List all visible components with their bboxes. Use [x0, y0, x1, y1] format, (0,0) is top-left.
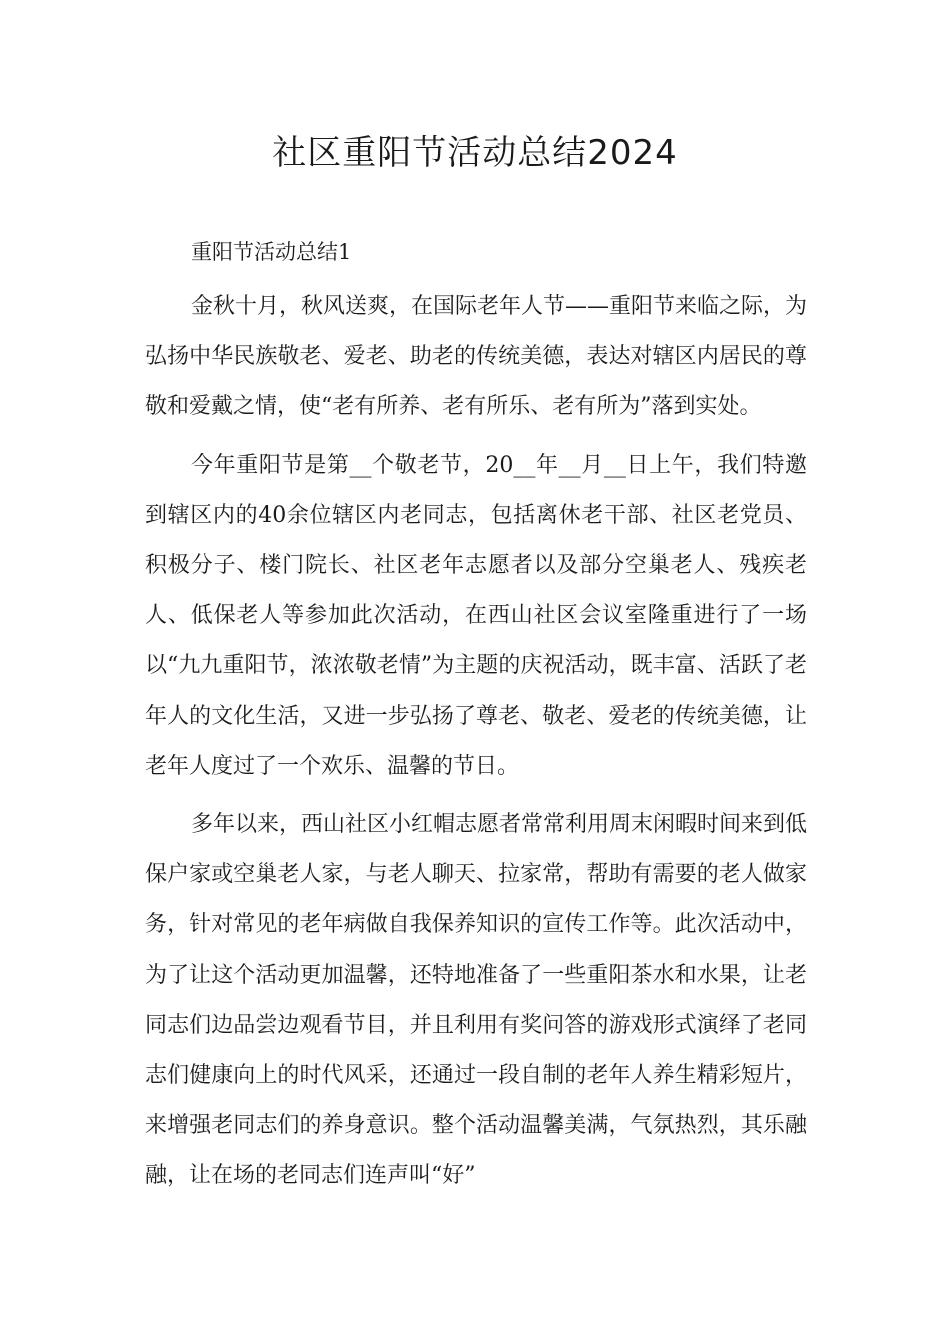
paragraph-2: 今年重阳节是第__个敬老节，20__年__月__日上午，我们特邀到辖区内的40余位辖区内老同志，包括离休老干部、社区老党员、积极分子、楼门院长、社区老年志愿者以及部分空巢老人、残疾老人、低保老人等参加此次活动，在西山社区会议室隆重进行了一场以“九九重阳节，浓浓敬老情”为主题的庆祝活动，既丰富、活跃了老年人的文化生活，又进一步弘扬了尊老、敬老、爱老的传统美德，让老年人度过了一个欢乐、温馨的节日。 — [145, 452, 807, 779]
section-subtitle: 重阳节活动总结1 — [191, 240, 352, 264]
document-title: 社区重阳节活动总结2024 — [272, 133, 678, 173]
paragraph-1: 金秋十月，秋风送爽，在国际老年人节——重阳节来临之际，为弘扬中华民族敬老、爱老、助老的传统美德，表达对辖区内居民的尊敬和爱戴之情，使“老有所养、老有所乐、老有所为”落到实处。 — [145, 294, 808, 420]
paragraph-3: 多年以来，西山社区小红帽志愿者常常利用周末闲暇时间来到低保户家或空巢老人家，与老人聊天、拉家常，帮助有需要的老人做家务，针对常见的老年病做自我保养知识的宣传工作等。此次活动中，为了让这个活动更加温馨，还特地准备了一些重阳茶水和水果，让老同志们边品尝边观看节目，并且利用有奖问答的游戏形式演绎了老同志们健康向上的时代风采，还通过一段自制的老年人养生精彩短片，来增强老同志们的养身意识。整个活动温馨美满，气氛热烈，其乐融融，让在场的老同志们连声叫“好” — [145, 812, 808, 1189]
document-body — [145, 230, 807, 1202]
